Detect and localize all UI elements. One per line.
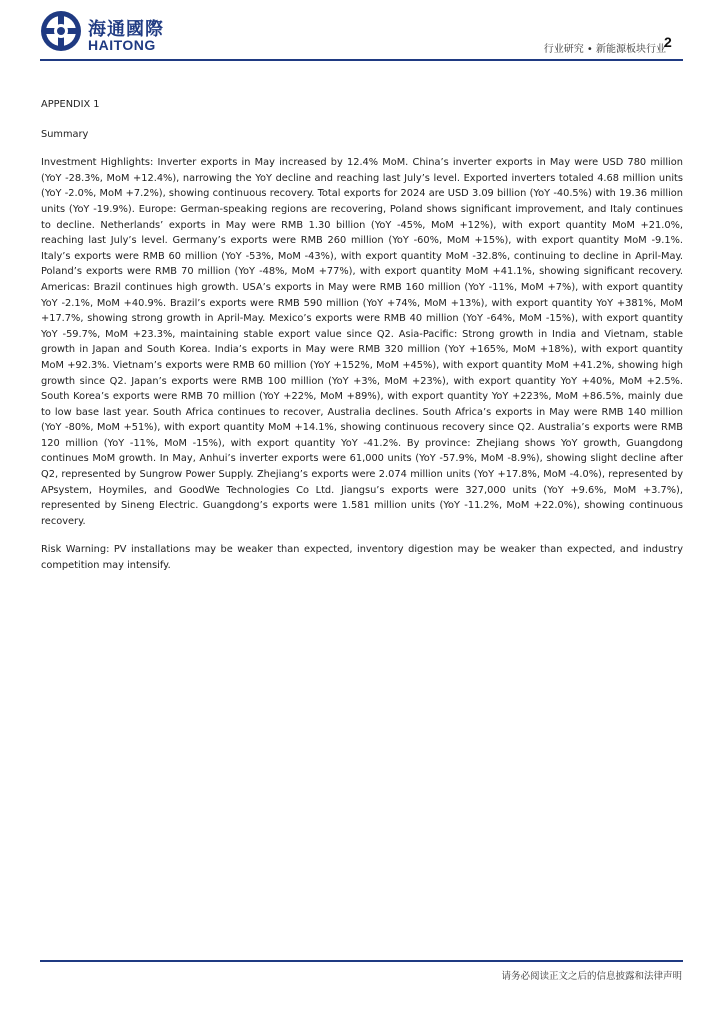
haitong-logo	[40, 10, 190, 52]
appendix-title: APPENDIX 1	[41, 99, 100, 110]
footer-disclaimer: 请务必阅读正文之后的信息披露和法律声明	[501, 971, 682, 982]
risk-warning-paragraph: Risk Warning: PV installations may be weaker than expected, inventory digestion may be weaker than expected, and industry competition may intensify.	[41, 544, 683, 572]
document-body	[41, 97, 683, 574]
haitong-logo-icon	[40, 10, 82, 52]
header-section-label: 行业研究 • 新能源板块行业	[543, 44, 666, 55]
logo-english-text: HAITONG	[88, 37, 156, 53]
header-divider	[40, 59, 683, 61]
footer-divider	[40, 960, 683, 962]
investment-highlights-paragraph: Investment Highlights: Inverter exports in May increased by 12.4% MoM. China’s inverter exports in May were USD 780 million (YoY -28.3%, MoM +12.4%), narrowing the YoY decline and reaching last July’s level. Exported inverters totaled 4.68 million units (YoY -2.0%, MoM +7.2%), showing continuous recovery. Total exports for 2024 are USD 3.09 billion (YoY -40.5%) with 19.36 million units (YoY -19.9%). Europe: German-speaking regions are recovering, Poland shows significant improvement, and Italy continues to decline. Netherlands’ exports in May were RMB 1.30 billion (YoY -45%, MoM +12%), with export quantity MoM +21.0%, reaching last July’s level. Germany’s exports were RMB 260 million (YoY -60%, MoM +15%), with export quantity MoM -9.1%. Italy’s exports were RMB 60 million (YoY -53%, MoM -43%), with export quantity MoM -32.8%, continuing to decline in April-May. Poland’s exports were RMB 70 million (YoY -48%, MoM +77%), with export quantity MoM +41.1%, showing significant recovery. Americas: Brazil continues high growth. USA’s exports in May were RMB 160 million (YoY -11%, MoM +7%), with export quantity YoY -2.1%, MoM +40.9%. Brazil’s exports were RMB 590 million (YoY +74%, MoM +13%), with export quantity YoY +381%, MoM +17.7%, showing strong growth in April-May. Mexico’s exports were RMB 40 million (YoY -64%, MoM -15%), with export quantity YoY -59.7%, MoM +23.3%, maintaining stable export value since Q2. Asia-Pacific: Strong growth in India and Vietnam, stable growth in Japan and South Korea. India’s exports in May were RMB 320 million (YoY +165%, MoM +18%), with export quantity MoM +92.3%. Vietnam’s exports were RMB 60 million (YoY +152%, MoM +45%), with export quantity MoM +41.2%, showing high growth since Q2. Japan’s exports were RMB 100 million (YoY +3%, MoM +23%), with export quantity YoY +40%, MoM +2.5%. South Korea’s exports were RMB 70 million (YoY +22%, MoM +89%), with export quantity YoY +223%, MoM +86.5%, mainly due to low base last year. South Africa continues to recover, Australia declines. South Africa’s exports in May were RMB 140 million (YoY -80%, MoM +51%), with export quantity MoM +14.1%, showing continuous recovery since Q2. Australia’s exports were RMB 120 million (YoY -11%, MoM -15%), with export quantity YoY -41.2%. By province: Zhejiang shows YoY growth, Guangdong continues MoM growth. In May, Anhui’s inverter exports were 61,000 units (YoY -57.9%, MoM -8.9%), showing slight decline after Q2, represented by Sungrow Power Supply. Zhejiang’s exports were 2.074 million units (YoY +17.8%, MoM -4.0%), represented by APsystem, Hoymiles, and GoodWe Technologies Co Ltd. Jiangsu’s exports were 327,000 units (YoY +9.6%, MoM +3.7%), represented by Sineng Electric. Guangdong’s exports were 1.581 million units (YoY -11.2%, MoM +22.0%), showing continuous recovery.	[41, 157, 683, 527]
summary-title: Summary	[41, 128, 89, 140]
logo-chinese-text: 海通國際	[88, 19, 164, 40]
page-number: 2	[664, 34, 672, 50]
